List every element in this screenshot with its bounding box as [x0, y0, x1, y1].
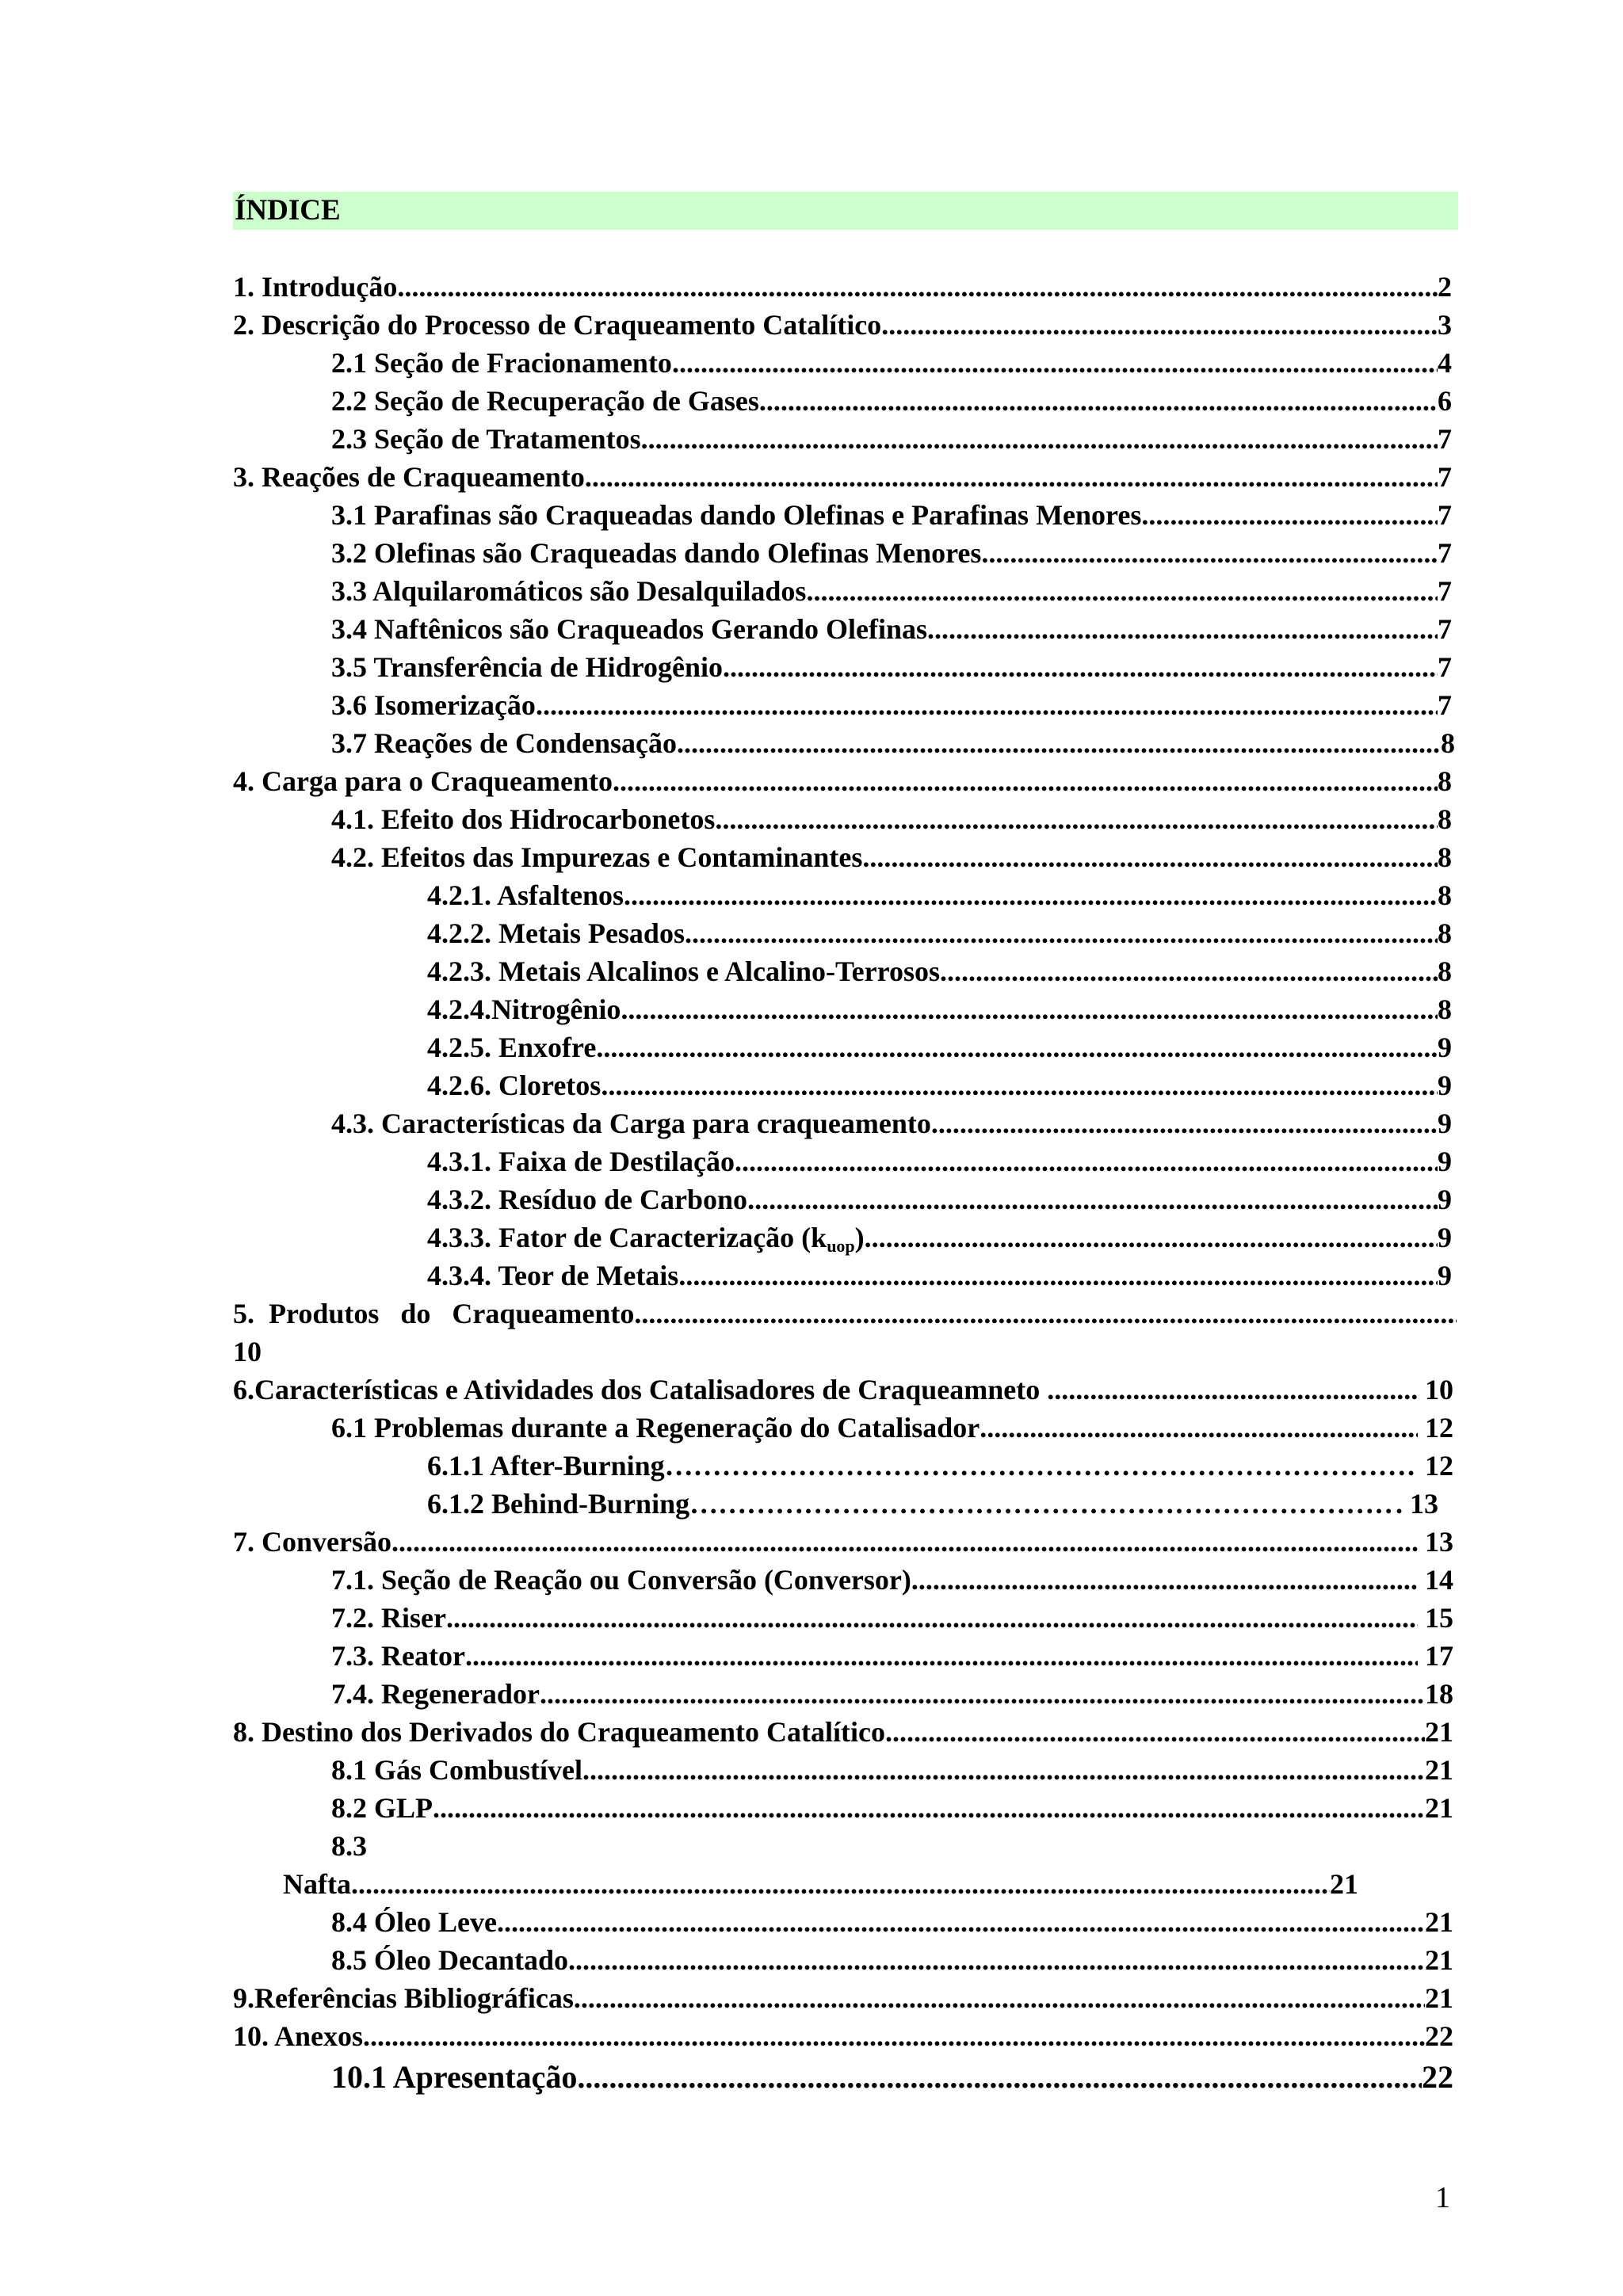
- toc-entry[interactable]: 4.3.4. Teor de Metais ..... 9: [427, 1257, 1452, 1295]
- toc-entry[interactable]: 4.3.1. Faixa de Destilação ..... 9: [427, 1142, 1452, 1180]
- toc-entry[interactable]: 3. Reações de Craqueamento ..... 7: [233, 458, 1452, 496]
- toc-entry[interactable]: 4.3. Características da Carga para craqueamento ..... 9: [331, 1104, 1452, 1142]
- toc-entry[interactable]: 4.2.5. Enxofre ..... 9: [427, 1028, 1452, 1066]
- toc-entry[interactable]: 3.2 Olefinas são Craqueadas dando Olefinas Menores ..... 7: [331, 534, 1452, 572]
- toc-entry[interactable]: 10.1 Apresentação ..... 22: [331, 2057, 1453, 2098]
- toc-entry[interactable]: 7.2. Riser ..... 15: [331, 1599, 1453, 1637]
- toc-entry[interactable]: 7.4. Regenerador ..... 18: [331, 1675, 1453, 1713]
- toc-entry[interactable]: 7. Conversão ..... 13: [233, 1523, 1453, 1561]
- toc-entry[interactable]: 3.7 Reações de Condensação ..... 8: [331, 724, 1455, 762]
- toc-entry[interactable]: 4.2.6. Cloretos ..... 9: [427, 1066, 1452, 1104]
- toc-entry[interactable]: 4.3.3. Fator de Caracterização $(k_{uop})$ ..... 9: [427, 1219, 1452, 1257]
- toc-entry[interactable]: 8.5 Óleo Decantado ..... 21: [331, 1941, 1453, 1979]
- toc-entry[interactable]: 2.1 Seção de Fracionamento ..... 4: [331, 344, 1452, 382]
- toc-entry[interactable]: 6.1.2 Behind-Burning …………………………………………………………………………………………………………………………………………………………………… . 13: [427, 1485, 1438, 1523]
- toc-entry[interactable]: 8.1 Gás Combustível ..... 21: [331, 1751, 1453, 1789]
- toc-entry[interactable]: 4.2.4.Nitrogênio ..... 8: [427, 990, 1452, 1028]
- toc-entry-continuation: 10: [233, 1336, 262, 1367]
- toc-entry[interactable]: 3.4 Naftênicos são Craqueados Gerando Olefinas ..... 7: [331, 610, 1452, 648]
- toc-entry[interactable]: 6.1.1 After-Burning …………………………………………………………………………………………………………………………………………………………………… 12: [427, 1447, 1453, 1485]
- toc-entry[interactable]: 4.2.2. Metais Pesados ..... 8: [427, 914, 1452, 952]
- toc-entry[interactable]: 8. Destino dos Derivados do Craqueamento Catalítico ..... 21: [233, 1713, 1453, 1751]
- toc-entry[interactable]: 4.3.2. Resíduo de Carbono ..... 9: [427, 1180, 1452, 1219]
- toc-entry[interactable]: 6.1 Problemas durante a Regeneração do Catalisador ..... 12: [331, 1409, 1453, 1447]
- toc-entry[interactable]: Nafta ..... 21: [283, 1865, 1358, 1903]
- toc-entry[interactable]: 3.5 Transferência de Hidrogênio ..... 7: [331, 648, 1452, 686]
- toc-entry[interactable]: 10. Anexos ..... 22: [233, 2017, 1453, 2055]
- toc-entry[interactable]: 3.1 Parafinas são Craqueadas dando Olefinas e Parafinas Menores ..... 7: [331, 496, 1452, 534]
- toc-entry[interactable]: 2.2 Seção de Recuperação de Gases ..... 6: [331, 382, 1452, 420]
- toc-entry[interactable]: 4.2. Efeitos das Impurezas e Contaminantes ..... 8: [331, 838, 1452, 876]
- toc-entry[interactable]: 3.3 Alquilaromáticos são Desalquilados ..... 7: [331, 572, 1452, 610]
- toc-entry[interactable]: 4. Carga para o Craqueamento ..... 8: [233, 762, 1452, 800]
- toc-entry[interactable]: 5. Produtos do Craqueamento .....: [233, 1295, 1457, 1333]
- toc-entry[interactable]: 7.1. Seção de Reação ou Conversão (Conversor) ..... 14: [331, 1561, 1453, 1599]
- toc-entry[interactable]: 6.Características e Atividades dos Catalisadores de Craqueamneto ..... 10: [233, 1371, 1453, 1409]
- page-number: 1: [1435, 2181, 1450, 2214]
- toc-entry[interactable]: 4.2.3. Metais Alcalinos e Alcalino-Terrosos ..... 8: [427, 952, 1452, 990]
- toc-entry[interactable]: 3.6 Isomerização ..... 7: [331, 686, 1452, 724]
- toc-entry[interactable]: 2.3 Seção de Tratamentos ..... 7: [331, 420, 1452, 458]
- toc-entry[interactable]: 9.Referências Bibliográficas ..... 21: [233, 1979, 1453, 2017]
- toc-entry[interactable]: 7.3. Reator ..... 17: [331, 1637, 1453, 1675]
- toc-entry[interactable]: 8.4 Óleo Leve ..... 21: [331, 1903, 1453, 1941]
- toc-entry[interactable]: 4.1. Efeito dos Hidrocarbonetos ..... 8: [331, 800, 1452, 838]
- toc-entry[interactable]: 4.2.1. Asfaltenos ..... 8: [427, 876, 1452, 914]
- toc-heading: ÍNDICE: [233, 192, 1458, 230]
- toc-entry[interactable]: 1. Introdução ..... 2: [233, 268, 1452, 306]
- toc-entry[interactable]: 8.2 GLP ..... 21: [331, 1789, 1453, 1827]
- toc-entry[interactable]: 2. Descrição do Processo de Craqueamento Catalítico ..... 3: [233, 306, 1452, 344]
- toc-entry-number: 8.3: [331, 1830, 367, 1862]
